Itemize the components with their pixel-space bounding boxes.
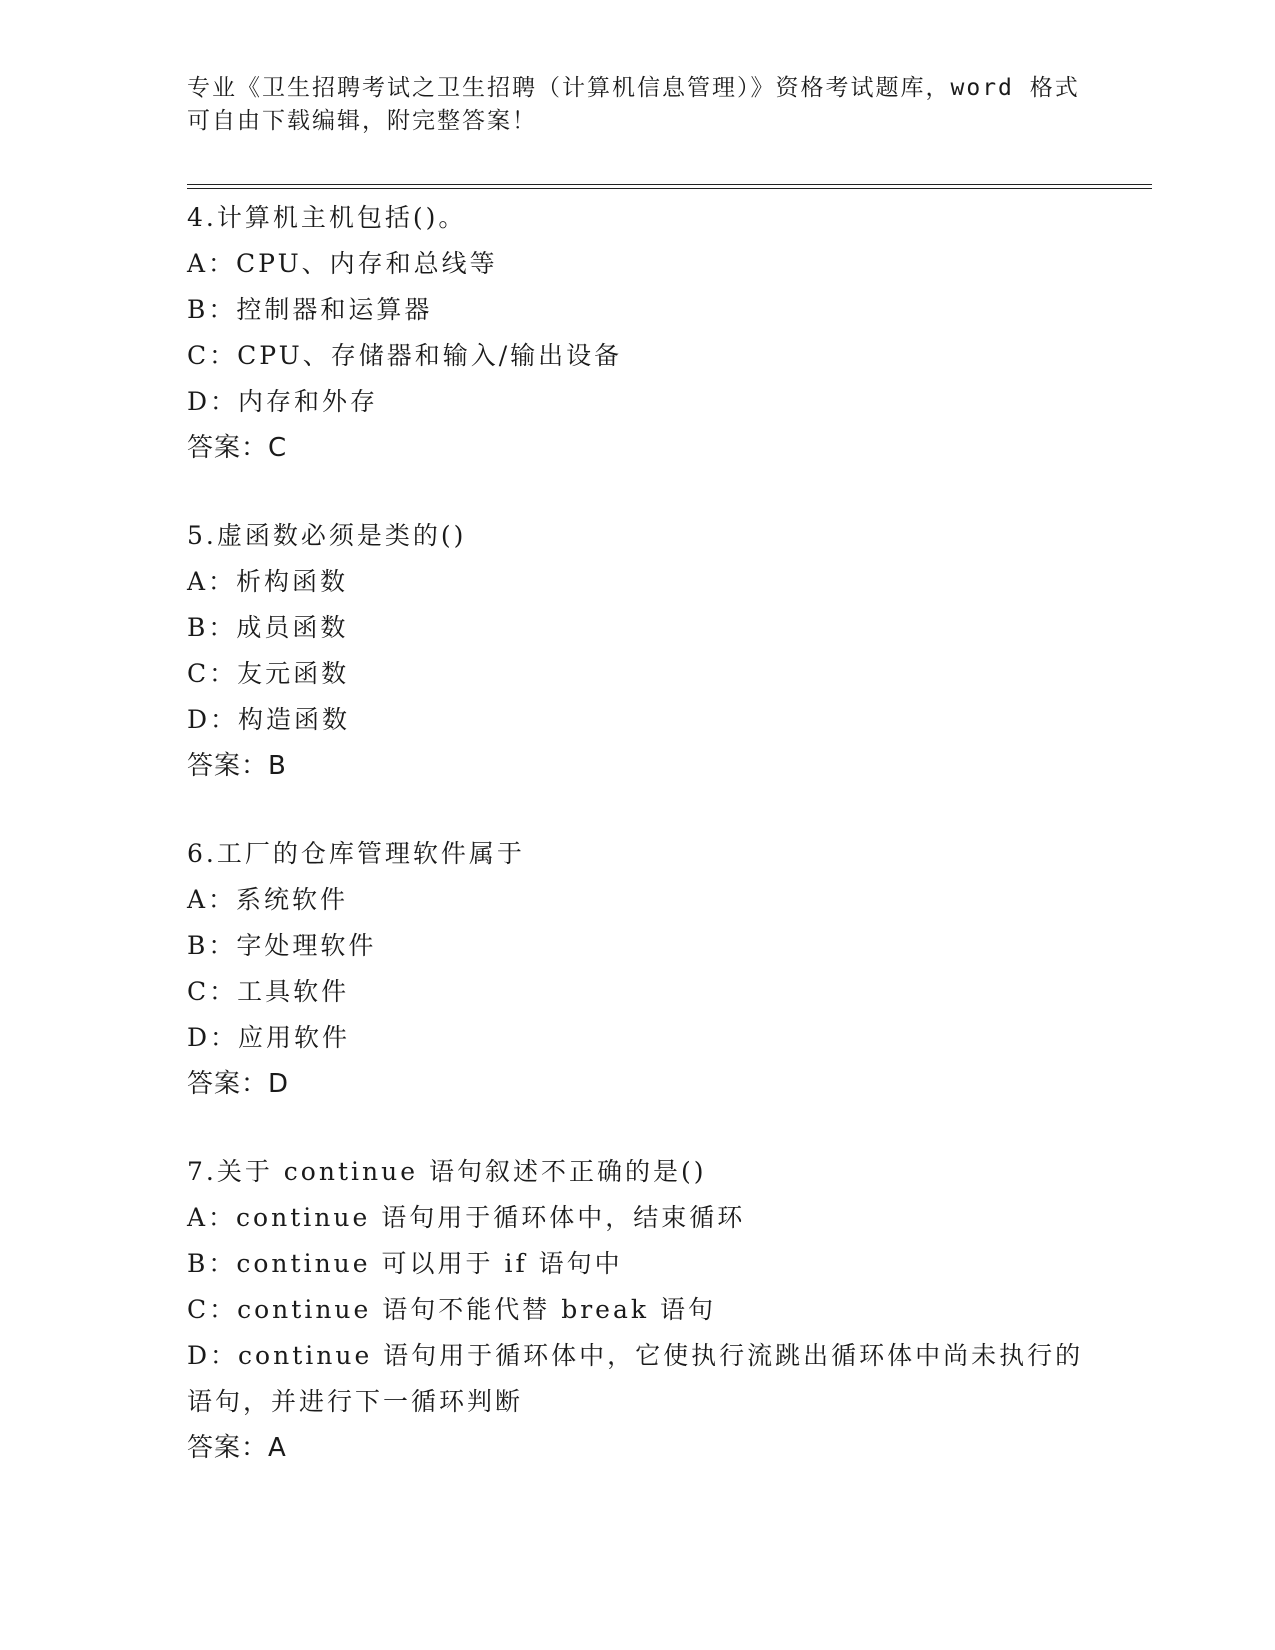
question-5 — [187, 513, 1152, 789]
answer-line: 答案：A — [187, 1433, 287, 1463]
option-a: A：continue 语句用于循环体中，结束循环 — [187, 1203, 746, 1232]
option-c: C：CPU、存储器和输入/输出设备 — [187, 341, 623, 370]
document-page — [187, 72, 1152, 1513]
question-list — [187, 195, 1152, 1471]
option-c: C：友元函数 — [187, 659, 350, 688]
option-d: D：构造函数 — [187, 705, 351, 734]
answer-line: 答案：B — [187, 751, 287, 781]
question-stem: 7.关于 continue 语句叙述不正确的是() — [187, 1157, 707, 1186]
answer-line: 答案：D — [187, 1069, 290, 1099]
header-line-1: 专业《卫生招聘考试之卫生招聘（计算机信息管理）》资格考试题库，word 格式 — [187, 75, 1080, 101]
option-b: B：continue 可以用于 if 语句中 — [187, 1249, 623, 1278]
question-stem: 4.计算机主机包括()。 — [187, 203, 467, 232]
option-a: A：析构函数 — [187, 567, 349, 596]
question-7 — [187, 1149, 1152, 1471]
question-stem: 5.虚函数必须是类的() — [187, 521, 467, 550]
document-header — [187, 72, 1152, 142]
option-c: C：continue 语句不能代替 break 语句 — [187, 1295, 716, 1324]
option-a: A：CPU、内存和总线等 — [187, 249, 498, 278]
option-d: D：内存和外存 — [187, 387, 379, 416]
question-stem: 6.工厂的仓库管理软件属于 — [187, 839, 525, 868]
answer-line: 答案：C — [187, 433, 288, 463]
question-6 — [187, 831, 1152, 1107]
option-d: D：应用软件 — [187, 1023, 351, 1052]
header-line-2: 可自由下载编辑，附完整答案！ — [187, 108, 537, 134]
option-b: B：成员函数 — [187, 613, 349, 642]
option-b: B：字处理软件 — [187, 931, 377, 960]
question-4 — [187, 195, 1152, 471]
double-rule-divider — [187, 184, 1152, 189]
option-b: B：控制器和运算器 — [187, 295, 433, 324]
option-c: C：工具软件 — [187, 977, 350, 1006]
option-d: D：continue 语句用于循环体中，它使执行流跳出循环体中尚未执行的语句，并进行下一循环判断 — [187, 1341, 1084, 1416]
option-a: A：系统软件 — [187, 885, 349, 914]
